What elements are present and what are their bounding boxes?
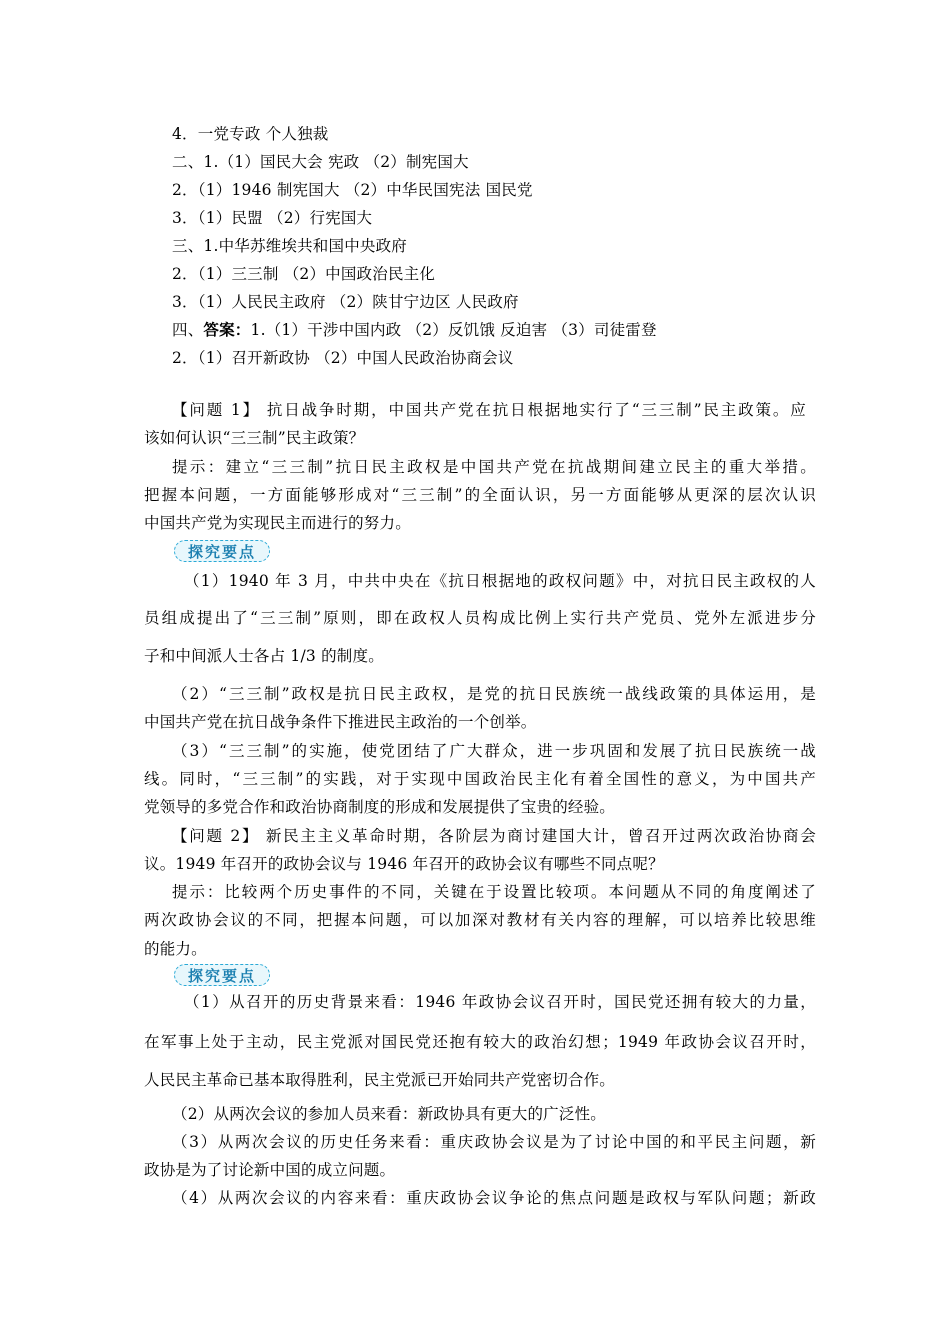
question-1-title: 【问题 1】 抗日战争时期，中国共产党在抗日根据地实行了“三三制”民主政策。应: [172, 401, 806, 419]
point-text: （3）“三三制”的实施，使党团结了广大群众，进一步巩固和发展了抗日民族统一战: [172, 742, 816, 760]
question-1-hint: 提示：建立“三三制”抗日民主政权是中国共产党在抗战期间建立民主的重大举措。: [172, 458, 816, 476]
question-2-hint: 两次政协会议的不同，把握本问题，可以加深对教材有关内容的理解，可以培养比较思维: [144, 911, 816, 929]
answer-label: 答案：: [203, 320, 251, 339]
answer-prefix: 四、: [172, 321, 204, 339]
question-2-hint: 提示：比较两个历史事件的不同，关键在于设置比较项。本问题从不同的角度阐述了: [172, 883, 816, 901]
answer-line: 3．（1）人民民主政府 （2）陕甘宁边区 人民政府: [172, 293, 519, 311]
point-text: 子和中间派人士各占 1/3 的制度。: [144, 647, 384, 665]
answer-line: 2．（1）三三制 （2）中国政治民主化: [172, 265, 436, 283]
point-text: （3）从两次会议的历史任务来看：重庆政协会议是为了讨论中国的和平民主问题，新: [172, 1133, 816, 1151]
question-1-hint: 中国共产党为实现民主而进行的努力。: [144, 514, 411, 532]
explore-points-badge: 探究要点: [174, 540, 270, 562]
answer-line: 三、1.中华苏维埃共和国中央政府: [172, 237, 407, 255]
point-text: 中国共产党在抗日战争条件下推进民主政治的一个创举。: [144, 713, 537, 731]
point-text: 在军事上处于主动，民主党派对国民党还抱有较大的政治幻想；1949 年政协会议召开时，: [144, 1033, 816, 1051]
question-2-title: 【问题 2】 新民主主义革命时期，各阶层为商讨建国大计，曾召开过两次政治协商会: [172, 827, 816, 845]
question-1-title-cont: 该如何认识“三三制”民主政策？: [144, 429, 365, 447]
answer-line: 2．（1）召开新政协 （2）中国人民政治协商会议: [172, 349, 514, 367]
point-text: 政协是为了讨论新中国的成立问题。: [144, 1161, 396, 1179]
question-2-hint: 的能力。: [144, 940, 207, 958]
point-text: （1）1940 年 3 月，中共中央在《抗日根据地的政权问题》中，对抗日民主政权的人: [184, 572, 816, 590]
point-text: 线。同时，“三三制”的实践，对于实现中国政治民主化有着全国性的意义，为中国共产: [144, 770, 816, 788]
question-2-title-cont: 议。1949 年召开的政协会议与 1946 年召开的政协会议有哪些不同点呢？: [144, 855, 664, 873]
point-text: （4）从两次会议的内容来看：重庆政协会议争论的焦点问题是政权与军队问题；新政: [172, 1189, 816, 1207]
point-text: 党领导的多党合作和政治协商制度的形成和发展提供了宝贵的经验。: [144, 798, 616, 816]
point-text: （1）从召开的历史背景来看：1946 年政协会议召开时，国民党还拥有较大的力量，: [184, 993, 816, 1011]
question-1-hint: 把握本问题，一方面能够形成对“三三制”的全面认识，另一方面能够从更深的层次认识: [144, 486, 816, 504]
answer-line: 二、1.（1）国民大会 宪政 （2）制宪国大: [172, 153, 469, 171]
answer-line: 4．一党专政 个人独裁: [172, 125, 329, 143]
answer-line: [172, 318, 844, 340]
point-text: 人民民主革命已基本取得胜利，民主党派已开始同共产党密切合作。: [144, 1071, 616, 1089]
answer-text: 1.（1）干涉中国内政 （2）反饥饿 反迫害 （3）司徒雷登: [250, 321, 657, 339]
point-text: （2）“三三制”政权是抗日民主政权，是党的抗日民族统一战线政策的具体运用，是: [172, 685, 816, 703]
answer-line: 3．（1）民盟 （2）行宪国大: [172, 209, 373, 227]
point-text: （2）从两次会议的参加人员来看：新政协具有更大的广泛性。: [172, 1105, 606, 1123]
answer-line: 2．（1）1946 制宪国大 （2）中华民国宪法 国民党: [172, 181, 533, 199]
point-text: 员组成提出了“三三制”原则，即在政权人员构成比例上实行共产党员、党外左派进步分: [144, 609, 816, 627]
explore-points-badge: 探究要点: [174, 964, 270, 986]
